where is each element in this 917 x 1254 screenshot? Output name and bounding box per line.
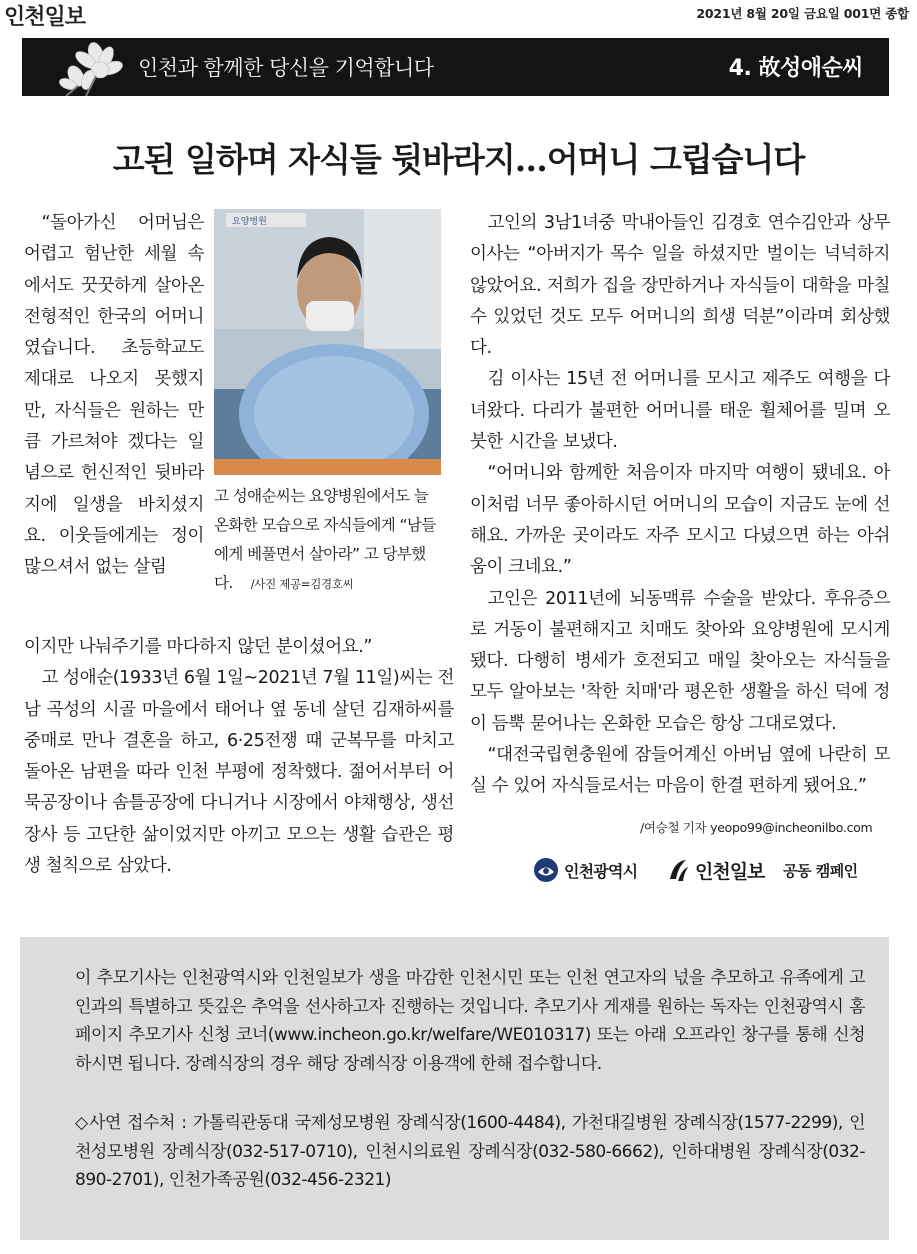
article-paragraph: 이지만 나눠주기를 마다하지 않던 분이셨어요.” [24,637,373,657]
info-box [20,937,889,1240]
headline: 고된 일하며 자식들 뒷바라지…어머니 그립습니다 [112,140,805,179]
banner-series-label: 4. 故성애순씨 [728,56,863,81]
article-column-wide [24,632,454,882]
campaign-logos [533,856,893,886]
article-paragraph: “돌아가신 어머님은 어렵고 험난한 세월 속에서도 꿋꿋하게 살아온 전형적인 한국의 어머니였습니다. 초등학교도 제대로 나오지 못했지만, 자식들은 원하는 만큼 가르쳐야 겠다는 일념으로 헌신적인 뒷바라지에 일생을 바치셨지요. 이웃들에게는 정이 많으셔서 없는 살림 [24,213,204,578]
article-paragraph: “어머니와 함께한 처음이자 마지막 여행이 됐네요. 아이처럼 너무 좋아하시던 어머니의 모습이 지금도 눈에 선해요. 가까운 곳이라도 자주 모시고 다녔으면 하는 아쉬움이 크네요.” [470,463,890,578]
article-photo [214,209,441,475]
article-column-right [470,208,890,803]
info-intro: 이 추모기사는 인천광역시와 인천일보가 생을 마감한 인천시민 또는 인천 연고자의 넋을 추모하고 유족에게 고인과의 특별하고 뜻깊은 추억을 선사하고자 진행하는 것입니다. 추모기사 게재를 원하는 독자는 인천광역시 홈페이지 추모기사 신청 코너(www.incheon.go.kr/welfare/WE010317) 또는 아래 오프라인 창구를 통해 신청하시면 됩니다. 장례식장의 경우 해당 장례식장 이용객에 한해 접수합니다. [75,968,865,1074]
campaign-paper-name: 인천일보 [695,861,765,883]
incheon-ilbo-logo-icon [666,857,690,883]
info-contacts: ◇사연 접수처 : 가톨릭관동대 국제성모병원 장례식장(1600-4484), 가천대길병원 장례식장(1577-2299), 인천성모병원 장례식장(032-517-0710), 인천시의료원 장례식장(032-580-6662), 인하대병원 장례식장(032-890-2701), 인천가족공원(032-456-2321) [75,1113,865,1190]
masthead-logo: 인천일보 [4,5,86,30]
caption-text: 고 성애순씨는 요양병원에서도 늘 온화한 모습으로 자식들에게 “남들에게 베풀면서 살아라” 고 당부했다. [214,487,436,592]
article-paragraph: 고 성애순(1933년 6월 1일~2021년 7월 11일)씨는 전남 곡성의 시골 마을에서 태어나 옆 동네 살던 김재하씨를 중매로 만나 결혼을 하고, 6·25전쟁 때 군복무를 마치고 돌아온 남편을 따라 인천 부평에 정착했다. 젊어서부터 어묵공장이나 솜틀공장에 다니거나 시장에서 야채행상, 생선장사 등 고단한 삶이었지만 아끼고 모으는 생활 습관은 평생 철칙으로 삼았다. [24,668,454,877]
sign-text: 요양병원 [232,217,267,227]
article-column-left [24,208,204,584]
campaign-joint-label: 공동 캠페인 [783,862,858,880]
reporter-byline: /여승철 기자 yeopo99@incheonilbo.com [640,820,873,835]
photo-credit: /사진 제공=김경호씨 [250,577,354,591]
article-paragraph: 고인의 3남1녀중 막내아들인 김경호 연수김안과 상무이사는 “아버지가 목수 일을 하셨지만 벌이는 넉넉하지 않았어요. 저희가 집을 장만하거나 자식들이 대학을 마칠 수 있었던 것도 모두 어머니의 희생 덕분”이라며 회상했다. [470,213,890,359]
masthead-date: 2021년 8월 20일 금요일 001면 종합 [696,6,909,21]
memorial-banner [22,38,889,96]
elderly-woman-photo [214,209,441,475]
article-paragraph: 고인은 2011년에 뇌동맥류 수술을 받았다. 후유증으로 거동이 불편해지고 치매도 찾아와 요양병원에 모시게 됐다. 다행히 병세가 호전되고 매일 찾아오는 자식들을 모두 알아보는 '착한 치매'라 평온한 생활을 하신 덕에 정이 듬뿍 묻어나는 온화한 모습은 항상 그대로였다. [470,588,890,734]
chrysanthemum-icon [56,40,126,96]
campaign-city-name: 인천광역시 [564,862,638,881]
article-paragraph: “대전국립현충원에 잠들어계신 아버님 옆에 나란히 모실 수 있어 자식들로서는 마음이 한결 편하게 됐어요.” [470,745,890,797]
article-paragraph: 김 이사는 15년 전 어머니를 모시고 제주도 여행을 다녀왔다. 다리가 불편한 어머니를 태운 휠체어를 밀며 오붓한 시간을 보냈다. [470,369,890,453]
incheon-city-logo-icon [533,857,559,883]
banner-title: 인천과 함께한 당신을 기억합니다 [138,56,434,80]
photo-caption [214,482,446,599]
